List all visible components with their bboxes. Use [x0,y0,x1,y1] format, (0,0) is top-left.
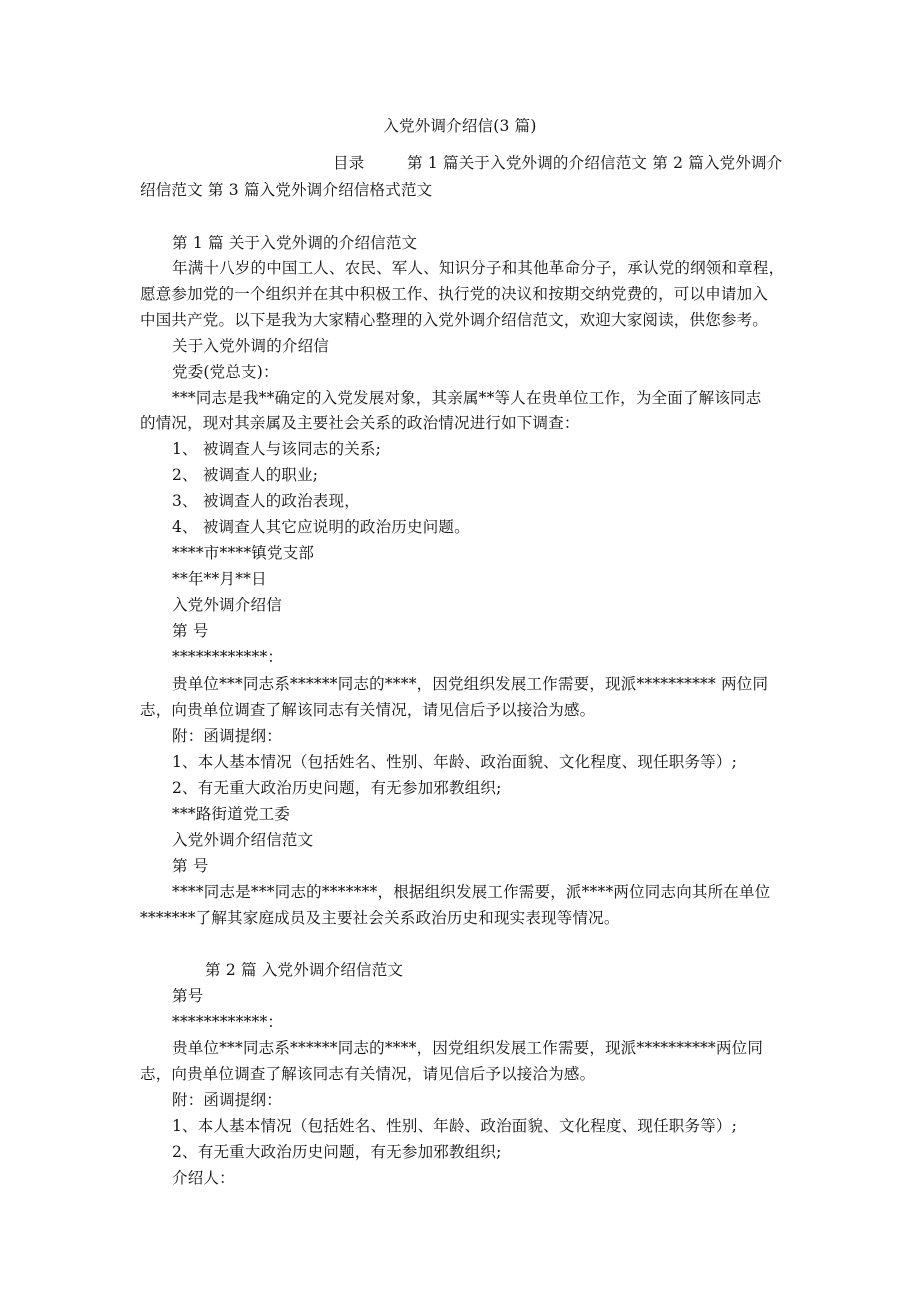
text-line: 第号 [172,987,204,1005]
text-line: 志，向贵单位调查了解该同志有关情况，请见信后予以接洽为感。 [140,701,596,719]
text-line: 3、 被调查人的政治表现， [172,492,360,510]
text-line: ************： [172,648,284,666]
text-line: 志，向贵单位调查了解该同志有关情况，请见信后予以接洽为感。 [140,1065,596,1083]
toc-line-2: 绍信范文 第 3 篇入党外调介绍信格式范文 [140,181,433,199]
text-line: 关于入党外调的介绍信 [172,337,330,355]
text-line: 入党外调介绍信 [172,596,282,614]
text-line: 年满十八岁的中国工人、农民、军人、知识分子和其他革命分子，承认党的纲领和章程， [172,259,785,277]
text-line: 的情况，现对其亲属及主要社会关系的政治情况进行如下调查： [140,414,580,432]
text-line: 党委(党总支)： [172,363,279,381]
document-title: 入党外调介绍信(3 篇) [383,117,537,135]
toc-label: 目录 [333,154,365,172]
text-line: 附：函调提纲： [172,1091,282,1109]
section-heading-1: 第 1 篇 关于入党外调的介绍信范文 [172,234,418,252]
text-line: 2、 被调查人的职业; [172,466,319,484]
text-line: 贵单位***同志系******同志的****，因党组织发展工作需要，现派**********两位同 [172,1039,764,1057]
text-line: 中国共产党。以下是我为大家精心整理的入党外调介绍信范文，欢迎大家阅读，供您参考。 [140,311,769,329]
text-line: ***同志是我**确定的入党发展对象，其亲属**等人在贵单位工作，为全面了解该同志 [172,389,762,407]
text-line: 2、有无重大政治历史问题，有无参加邪教组织; [172,779,502,797]
text-line: 愿意参加党的一个组织并在其中积极工作、执行党的决议和按期交纳党费的，可以申请加入 [140,285,769,303]
text-line: 介绍人： [172,1169,235,1187]
text-line: 1、本人基本情况（包括姓名、性别、年龄、政治面貌、文化程度、现任职务等）; [172,1117,737,1135]
text-line: 附：函调提纲： [172,727,282,745]
text-line: 第 号 [172,857,209,875]
text-line: 1、本人基本情况（包括姓名、性别、年龄、政治面貌、文化程度、现任职务等）; [172,753,737,771]
text-line: ************： [172,1013,284,1031]
text-line: 入党外调介绍信范文 [172,831,314,849]
text-line: 1、 被调查人与该同志的关系; [172,440,382,458]
text-line: *******了解其家庭成员及主要社会关系政治历史和现实表现等情况。 [140,909,620,927]
text-line: 第 号 [172,622,209,640]
section-heading-2: 第 2 篇 入党外调介绍信范文 [205,961,404,979]
text-line: ****同志是***同志的*******，根据组织发展工作需要，派****两位同志向其所在单位 [172,883,771,901]
toc-line-1: 第 1 篇关于入党外调的介绍信范文 第 2 篇入党外调介 [407,154,783,172]
text-line: 4、 被调查人其它应说明的政治历史问题。 [172,518,470,536]
text-line: 2、有无重大政治历史问题，有无参加邪教组织; [172,1143,502,1161]
text-line: **年**月**日 [172,570,267,588]
text-line: ****市****镇党支部 [172,544,315,562]
text-line: 贵单位***同志系******同志的****，因党组织发展工作需要，现派********** 两位同 [172,675,769,693]
text-line: ***路街道党工委 [172,805,291,823]
